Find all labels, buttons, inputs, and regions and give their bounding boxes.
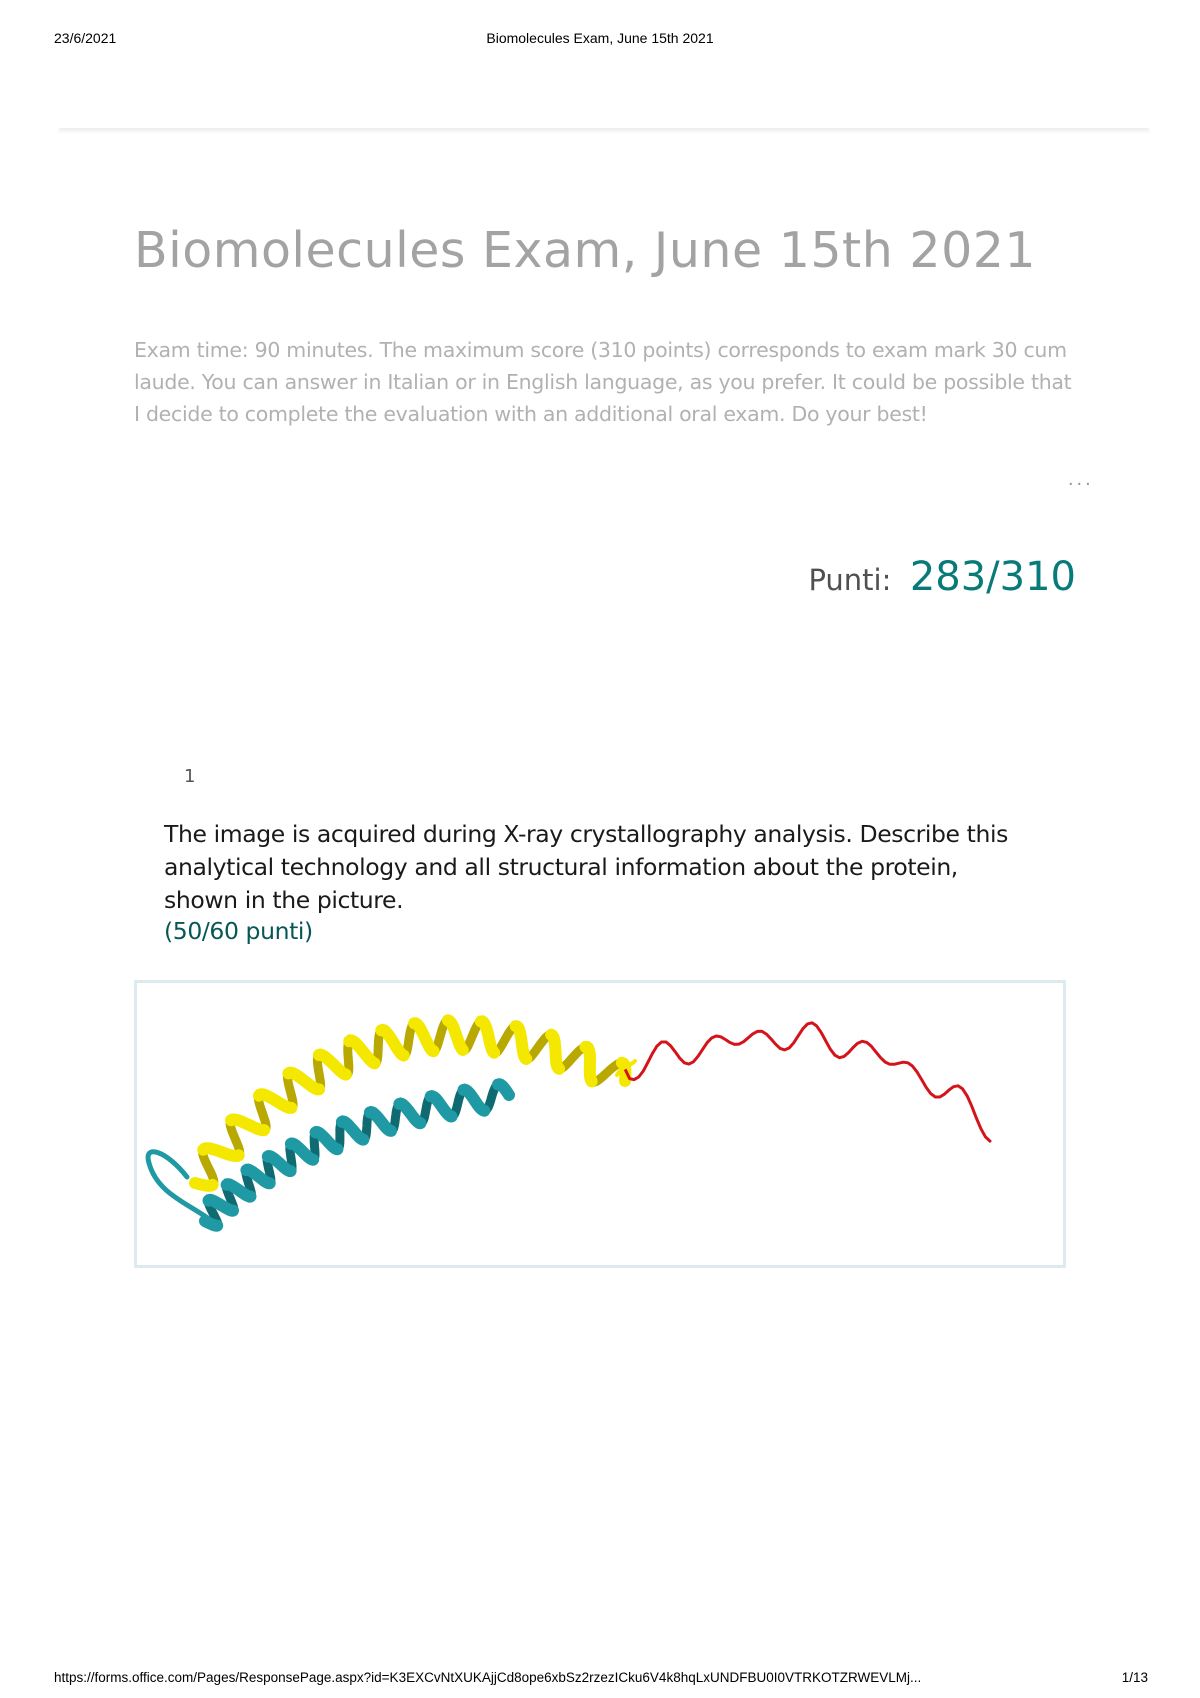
form-top-divider — [58, 128, 1150, 134]
teal-helix-front-segment — [431, 1096, 452, 1116]
teal-helix-front-segment — [399, 1104, 420, 1124]
print-date: 23/6/2021 — [54, 30, 117, 46]
print-header — [0, 30, 1200, 50]
score-summary — [808, 554, 1076, 600]
yellow-helix-front-segment — [551, 1035, 559, 1069]
yellow-helix-front-segment — [414, 1023, 433, 1051]
yellow-helix-front-segment — [381, 1030, 403, 1056]
yellow-helix — [195, 1020, 625, 1186]
score-label: Punti: — [808, 563, 892, 597]
yellow-helix-front-segment — [586, 1047, 592, 1082]
page-url: https://forms.office.com/Pages/ResponsePage.aspx?id=K3EXCvNtXUKAjjCd8ope6xbSz2rzezICku6V4k8hqLxUNDFBU0I0VTRKOTZRWEVLMj... — [54, 1670, 922, 1685]
page-number: 1/13 — [1121, 1670, 1148, 1685]
print-footer — [0, 1670, 1200, 1690]
teal-helix-front-segment — [464, 1090, 485, 1111]
yellow-helix-front-segment — [203, 1148, 239, 1156]
question-points: (50/60 punti) — [164, 917, 313, 945]
yellow-helix-front-segment — [195, 1183, 213, 1186]
yellow-helix-front-segment — [231, 1120, 264, 1131]
teal-helix-front-segment — [205, 1221, 217, 1226]
yellow-helix-front-segment — [349, 1040, 374, 1063]
teal-helix-front-segment — [498, 1084, 509, 1095]
form-description: Exam time: 90 minutes. The maximum score (310 points) corresponds to exam mark 30 cum laude. You can answer in Italian or in English language, as you prefer. It could be possible that I decide to complete the evaluation with an additional oral exam. Do your best! — [134, 338, 1072, 426]
red-coil — [625, 1023, 990, 1141]
yellow-helix-front-segment — [448, 1020, 463, 1050]
protein-ribbon-diagram — [137, 983, 1063, 1265]
question-number: 1 — [184, 766, 196, 787]
question-text: The image is acquired during X-ray crystallography analysis. Describe this analytical technology and all structural information about the protein, shown in the picture. — [164, 820, 1008, 914]
yellow-helix-front-segment — [516, 1026, 527, 1059]
teal-helix — [205, 1084, 509, 1225]
teal-helix-front-segment — [370, 1112, 391, 1131]
yellow-helix-front-segment — [481, 1021, 494, 1052]
teal-helix-front-segment — [342, 1122, 363, 1140]
more-options-button[interactable]: ... — [1068, 468, 1094, 490]
protein-structure-image — [134, 980, 1066, 1268]
score-value: 283/310 — [909, 554, 1076, 600]
form-title: Biomolecules Exam, June 15th 2021 — [134, 222, 1037, 279]
print-title: Biomolecules Exam, June 15th 2021 — [486, 30, 714, 46]
